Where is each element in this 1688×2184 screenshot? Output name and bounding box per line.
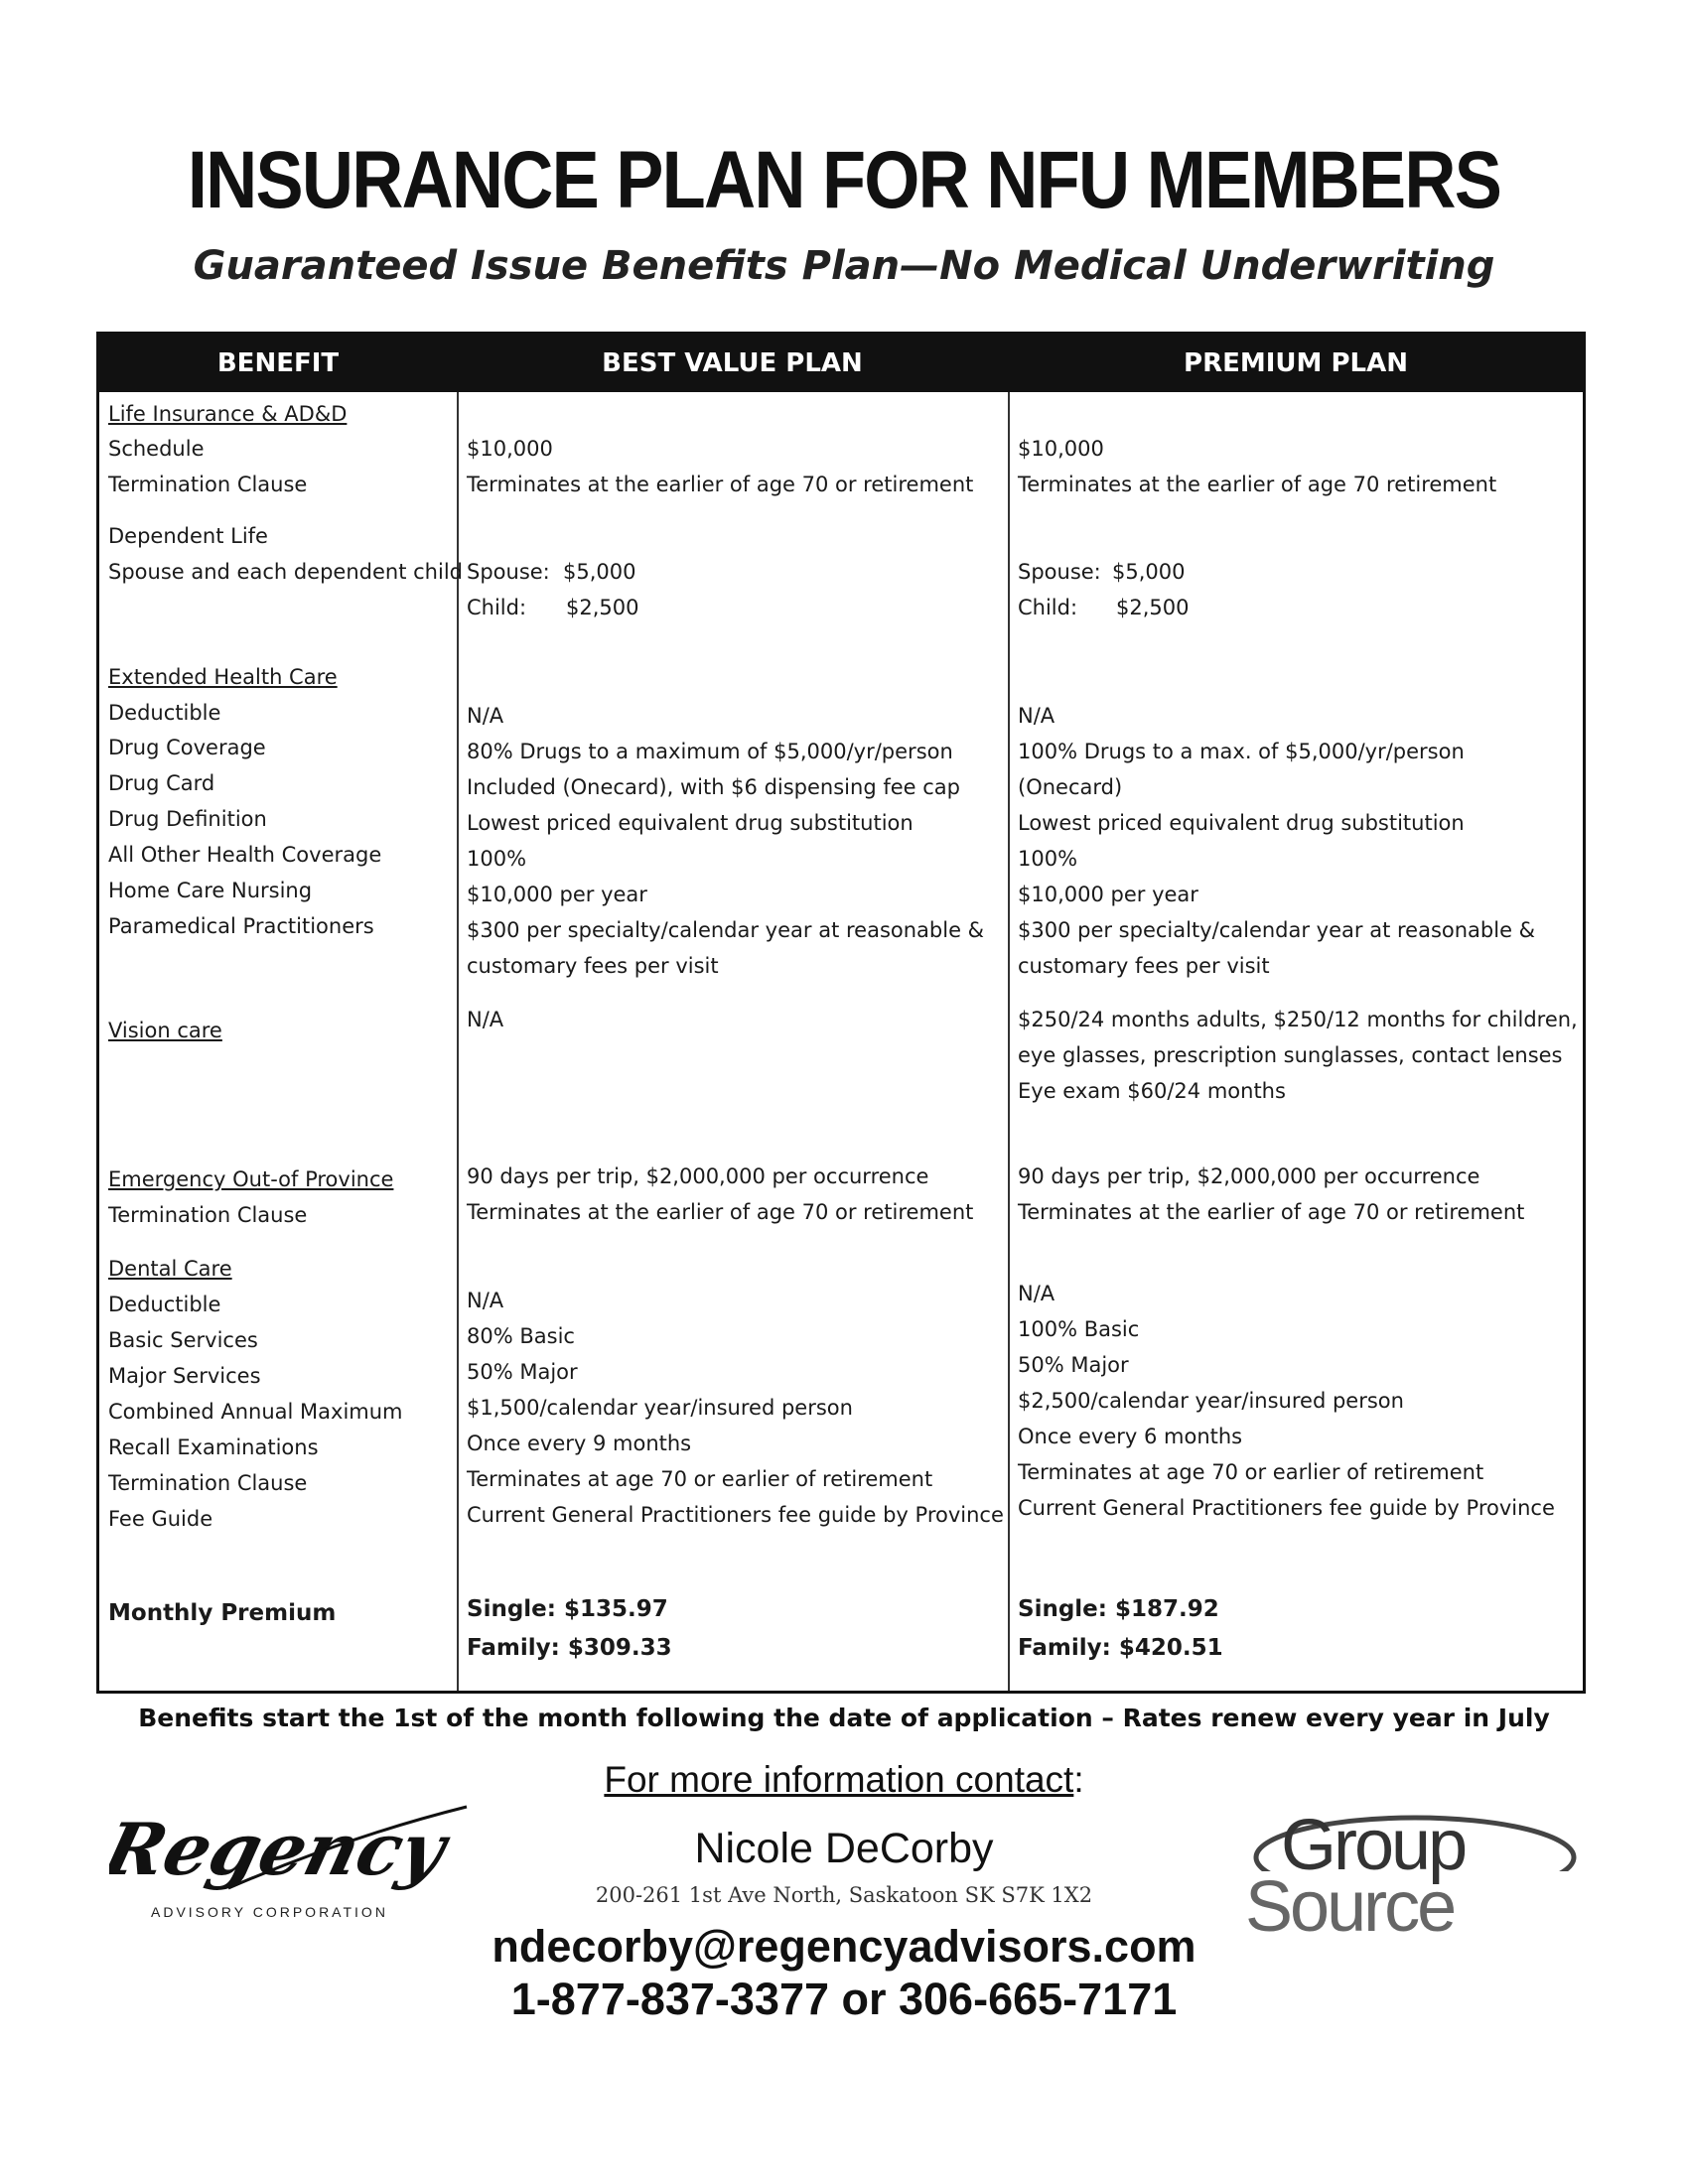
life-schedule-label: Schedule bbox=[108, 437, 205, 461]
health-label: Deductible bbox=[108, 701, 221, 725]
life-termination-premium: Terminates at the earlier of age 70 retirement bbox=[1018, 473, 1497, 496]
dental-best-value: 50% Major bbox=[467, 1360, 578, 1384]
dental-label: Basic Services bbox=[108, 1328, 258, 1352]
footnote: Benefits start the 1st of the month following the date of application – Rates renew every year in July bbox=[138, 1704, 1550, 1732]
vision-premium-value: $250/24 months adults, $250/12 months for children, bbox=[1018, 1008, 1578, 1031]
health-premium-value: Lowest priced equivalent drug substitution bbox=[1018, 811, 1465, 835]
dental-best-value: Terminates at age 70 or earlier of retirement bbox=[467, 1467, 933, 1491]
dental-premium-value: 50% Major bbox=[1018, 1353, 1129, 1377]
dental-label: Major Services bbox=[108, 1364, 261, 1388]
emergency-best-value: 90 days per trip, $2,000,000 per occurrence bbox=[467, 1164, 929, 1188]
dental-premium-value: Once every 6 months bbox=[1018, 1425, 1243, 1448]
dental-label: Fee Guide bbox=[108, 1507, 213, 1531]
group-source-logo bbox=[1241, 1802, 1599, 1951]
header-benefit: BENEFIT bbox=[216, 348, 340, 378]
health-premium-value: 100% bbox=[1018, 847, 1078, 871]
life-schedule-best: $10,000 bbox=[467, 437, 553, 461]
health-label: All Other Health Coverage bbox=[108, 843, 382, 867]
contact-address: 200-261 1st Ave North, Saskatoon SK S7K 1X2 bbox=[595, 1883, 1093, 1907]
health-label: Paramedical Practitioners bbox=[108, 914, 374, 938]
spouse-best-value: $5,000 bbox=[563, 560, 636, 584]
regency-wordmark-text: Regency bbox=[109, 1808, 455, 1892]
dependent-life-label: Dependent Life bbox=[108, 524, 268, 548]
health-best-value: N/A bbox=[467, 704, 504, 728]
regency-wordmark-icon bbox=[109, 1797, 477, 1901]
monthly-premium-label: Monthly Premium bbox=[108, 1600, 337, 1626]
premium-single-rate: Single: $187.92 bbox=[1018, 1596, 1219, 1622]
vision-best-value: N/A bbox=[467, 1008, 504, 1031]
vision-heading: Vision care bbox=[108, 1019, 222, 1042]
contact-heading bbox=[0, 1759, 1688, 1801]
source-text: Source bbox=[1245, 1867, 1455, 1947]
vision-premium-value: Eye exam $60/24 months bbox=[1018, 1079, 1286, 1103]
column-divider bbox=[1008, 392, 1010, 1691]
life-termination-best: Terminates at the earlier of age 70 or retirement bbox=[467, 473, 974, 496]
contact-email[interactable]: ndecorby@regencyadvisors.com bbox=[492, 1921, 1196, 1972]
emergency-premium-value: Terminates at the earlier of age 70 or retirement bbox=[1018, 1200, 1525, 1224]
health-label: Home Care Nursing bbox=[108, 879, 313, 902]
dental-label: Deductible bbox=[108, 1293, 221, 1316]
dental-best-value: $1,500/calendar year/insured person bbox=[467, 1396, 853, 1420]
health-best-value: Lowest priced equivalent drug substitution bbox=[467, 811, 914, 835]
dental-premium-value: $2,500/calendar year/insured person bbox=[1018, 1389, 1404, 1413]
emergency-heading: Emergency Out-of Province bbox=[108, 1167, 394, 1191]
child-premium-value: $2,500 bbox=[1116, 596, 1190, 619]
emergency-termination-label: Termination Clause bbox=[108, 1203, 308, 1227]
dental-premium-value: Current General Practitioners fee guide by Province bbox=[1018, 1496, 1555, 1520]
health-premium-value: N/A bbox=[1018, 704, 1055, 728]
spouse-child-label: Spouse and each dependent child bbox=[108, 560, 463, 584]
health-best-value: $300 per specialty/calendar year at reasonable & bbox=[467, 918, 985, 942]
dental-best-value: Once every 9 months bbox=[467, 1432, 692, 1455]
health-premium-value: (Onecard) bbox=[1018, 775, 1123, 799]
health-best-value: $10,000 per year bbox=[467, 883, 647, 906]
health-label: Drug Definition bbox=[108, 807, 267, 831]
health-best-value: 80% Drugs to a maximum of $5,000/yr/person bbox=[467, 740, 953, 763]
health-best-value: customary fees per visit bbox=[467, 954, 719, 978]
best-family-rate: Family: $309.33 bbox=[467, 1635, 672, 1661]
spouse-premium-label: Spouse: bbox=[1018, 560, 1101, 584]
vision-premium-value: eye glasses, prescription sunglasses, contact lenses bbox=[1018, 1043, 1563, 1067]
spouse-best-label: Spouse: bbox=[467, 560, 550, 584]
child-best-label: Child: bbox=[467, 596, 527, 619]
health-premium-value: 100% Drugs to a max. of $5,000/yr/person bbox=[1018, 740, 1465, 763]
page-title: INSURANCE PLAN FOR NFU MEMBERS bbox=[187, 135, 1501, 225]
group-source-icon bbox=[1241, 1802, 1599, 1951]
benefits-table bbox=[96, 332, 1586, 1694]
group-text: Group bbox=[1281, 1806, 1466, 1885]
header-premium: PREMIUM PLAN bbox=[1184, 348, 1408, 378]
health-best-value: Included (Onecard), with $6 dispensing fee cap bbox=[467, 775, 960, 799]
health-heading: Extended Health Care bbox=[108, 665, 338, 689]
spouse-premium-value: $5,000 bbox=[1112, 560, 1186, 584]
health-premium-value: $300 per specialty/calendar year at reasonable & bbox=[1018, 918, 1536, 942]
dental-best-value: Current General Practitioners fee guide by Province bbox=[467, 1503, 1004, 1527]
life-termination-label: Termination Clause bbox=[108, 473, 308, 496]
life-heading: Life Insurance & AD&D bbox=[108, 402, 348, 426]
dental-premium-value: N/A bbox=[1018, 1282, 1055, 1305]
dental-best-value: 80% Basic bbox=[467, 1324, 575, 1348]
dental-label: Recall Examinations bbox=[108, 1435, 319, 1459]
header-best-value: BEST VALUE PLAN bbox=[602, 348, 863, 378]
page-subtitle: Guaranteed Issue Benefits Plan—No Medical Underwriting bbox=[193, 243, 1495, 289]
dental-best-value: N/A bbox=[467, 1289, 504, 1312]
health-label: Drug Coverage bbox=[108, 736, 266, 759]
dental-premium-value: Terminates at age 70 or earlier of retirement bbox=[1018, 1460, 1484, 1484]
contact-heading-text: For more information contact bbox=[604, 1759, 1074, 1800]
dental-premium-value: 100% Basic bbox=[1018, 1317, 1140, 1341]
emergency-premium-value: 90 days per trip, $2,000,000 per occurrence bbox=[1018, 1164, 1480, 1188]
contact-heading-colon: : bbox=[1073, 1759, 1084, 1800]
best-single-rate: Single: $135.97 bbox=[467, 1596, 668, 1622]
table-header bbox=[99, 335, 1583, 392]
dental-label: Termination Clause bbox=[108, 1471, 308, 1495]
health-best-value: 100% bbox=[467, 847, 527, 871]
dental-label: Combined Annual Maximum bbox=[108, 1400, 403, 1424]
emergency-best-value: Terminates at the earlier of age 70 or retirement bbox=[467, 1200, 974, 1224]
health-label: Drug Card bbox=[108, 771, 215, 795]
contact-phone[interactable]: 1-877-837-3377 or 306-665-7171 bbox=[510, 1974, 1178, 2024]
dental-heading: Dental Care bbox=[108, 1257, 232, 1281]
regency-subtitle: ADVISORY CORPORATION bbox=[151, 1904, 388, 1920]
regency-logo bbox=[109, 1797, 477, 1926]
child-premium-label: Child: bbox=[1018, 596, 1078, 619]
contact-name: Nicole DeCorby bbox=[694, 1825, 994, 1872]
premium-family-rate: Family: $420.51 bbox=[1018, 1635, 1223, 1661]
health-premium-value: customary fees per visit bbox=[1018, 954, 1270, 978]
life-schedule-premium: $10,000 bbox=[1018, 437, 1104, 461]
child-best-value: $2,500 bbox=[566, 596, 639, 619]
health-premium-value: $10,000 per year bbox=[1018, 883, 1198, 906]
